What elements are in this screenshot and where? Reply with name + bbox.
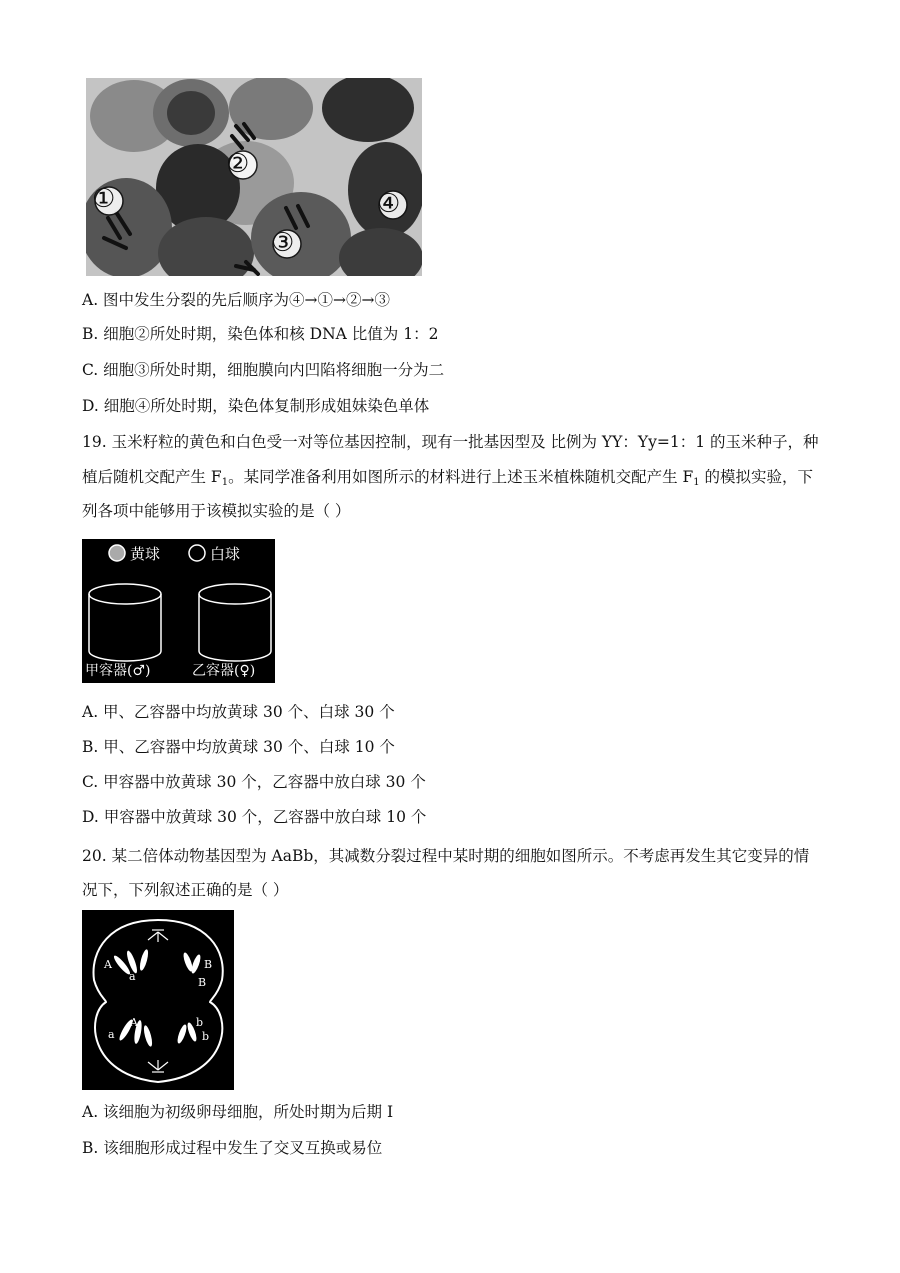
- cell-label-4: ④: [377, 189, 401, 219]
- q19-option-d: D. 甲容器中放黄球 30 个，乙容器中放白球 10 个: [82, 808, 427, 826]
- allele-label: a: [129, 970, 136, 983]
- legend-white-label: 白球: [210, 545, 241, 563]
- cell-label-3: ③: [271, 228, 295, 258]
- q19-option-c: C. 甲容器中放黄球 30 个，乙容器中放白球 30 个: [82, 773, 426, 791]
- allele-label: B: [198, 976, 207, 989]
- allele-label: b: [196, 1016, 204, 1029]
- q19-option-a: A. 甲、乙容器中均放黄球 30 个、白球 30 个: [82, 703, 395, 721]
- q18-option-c: C. 细胞③所处时期，细胞膜向内凹陷将细胞一分为二: [82, 361, 445, 379]
- q19-option-b: B. 甲、乙容器中均放黄球 30 个、白球 10 个: [82, 738, 395, 756]
- meiosis-cell-figure: [82, 910, 234, 1090]
- white-ball-icon: [189, 545, 205, 561]
- q19-stem-line1: 19. 玉米籽粒的黄色和白色受一对等位基因控制，现有一批基因型及 比例为 YY：Yy=1：1 的玉米种子，种: [82, 433, 819, 451]
- allele-label: B: [204, 958, 213, 971]
- allele-label: b: [202, 1030, 210, 1043]
- container-left-label: 甲容器(♂): [85, 663, 151, 679]
- q20-option-b: B. 该细胞形成过程中发生了交叉互换或易位: [82, 1139, 383, 1157]
- q20-stem-line2: 况下，下列叙述正确的是（ ）: [82, 881, 289, 899]
- q20-option-a: A. 该细胞为初级卵母细胞，所处时期为后期 Ⅰ: [82, 1103, 394, 1121]
- allele-label: a: [108, 1028, 115, 1041]
- q18-option-a: A. 图中发生分裂的先后顺序为④→①→②→③: [82, 291, 391, 309]
- q18-option-d: D. 细胞④所处时期，染色体复制形成姐妹染色单体: [82, 397, 430, 415]
- q20-stem-line1: 20. 某二倍体动物基因型为 AaBb，其减数分裂过程中某时期的细胞如图所示。不考虑再发生其它变异的情: [82, 847, 810, 865]
- allele-label: A: [130, 1016, 138, 1029]
- q18-option-b: B. 细胞②所处时期，染色体和核 DNA 比值为 1：2: [82, 325, 439, 343]
- container-right-label: 乙容器(♀): [192, 663, 256, 679]
- q19-stem-line3: 列各项中能够用于该模拟实验的是（ ）: [82, 502, 351, 520]
- legend-yellow-label: 黄球: [130, 545, 161, 563]
- cell-label-2: ②: [226, 149, 250, 179]
- q19-stem-line2: 植后随机交配产生 $F_1$。某同学准备利用如图所示的材料进行上述玉米植株随机交配产生 $F_1$ 的模拟实验，下: [82, 468, 814, 488]
- allele-label: A: [104, 958, 112, 971]
- cell-label-1: ①: [92, 184, 116, 214]
- cell-division-micrograph: [86, 78, 422, 276]
- yellow-ball-icon: [109, 545, 125, 561]
- containers-figure: [82, 539, 275, 683]
